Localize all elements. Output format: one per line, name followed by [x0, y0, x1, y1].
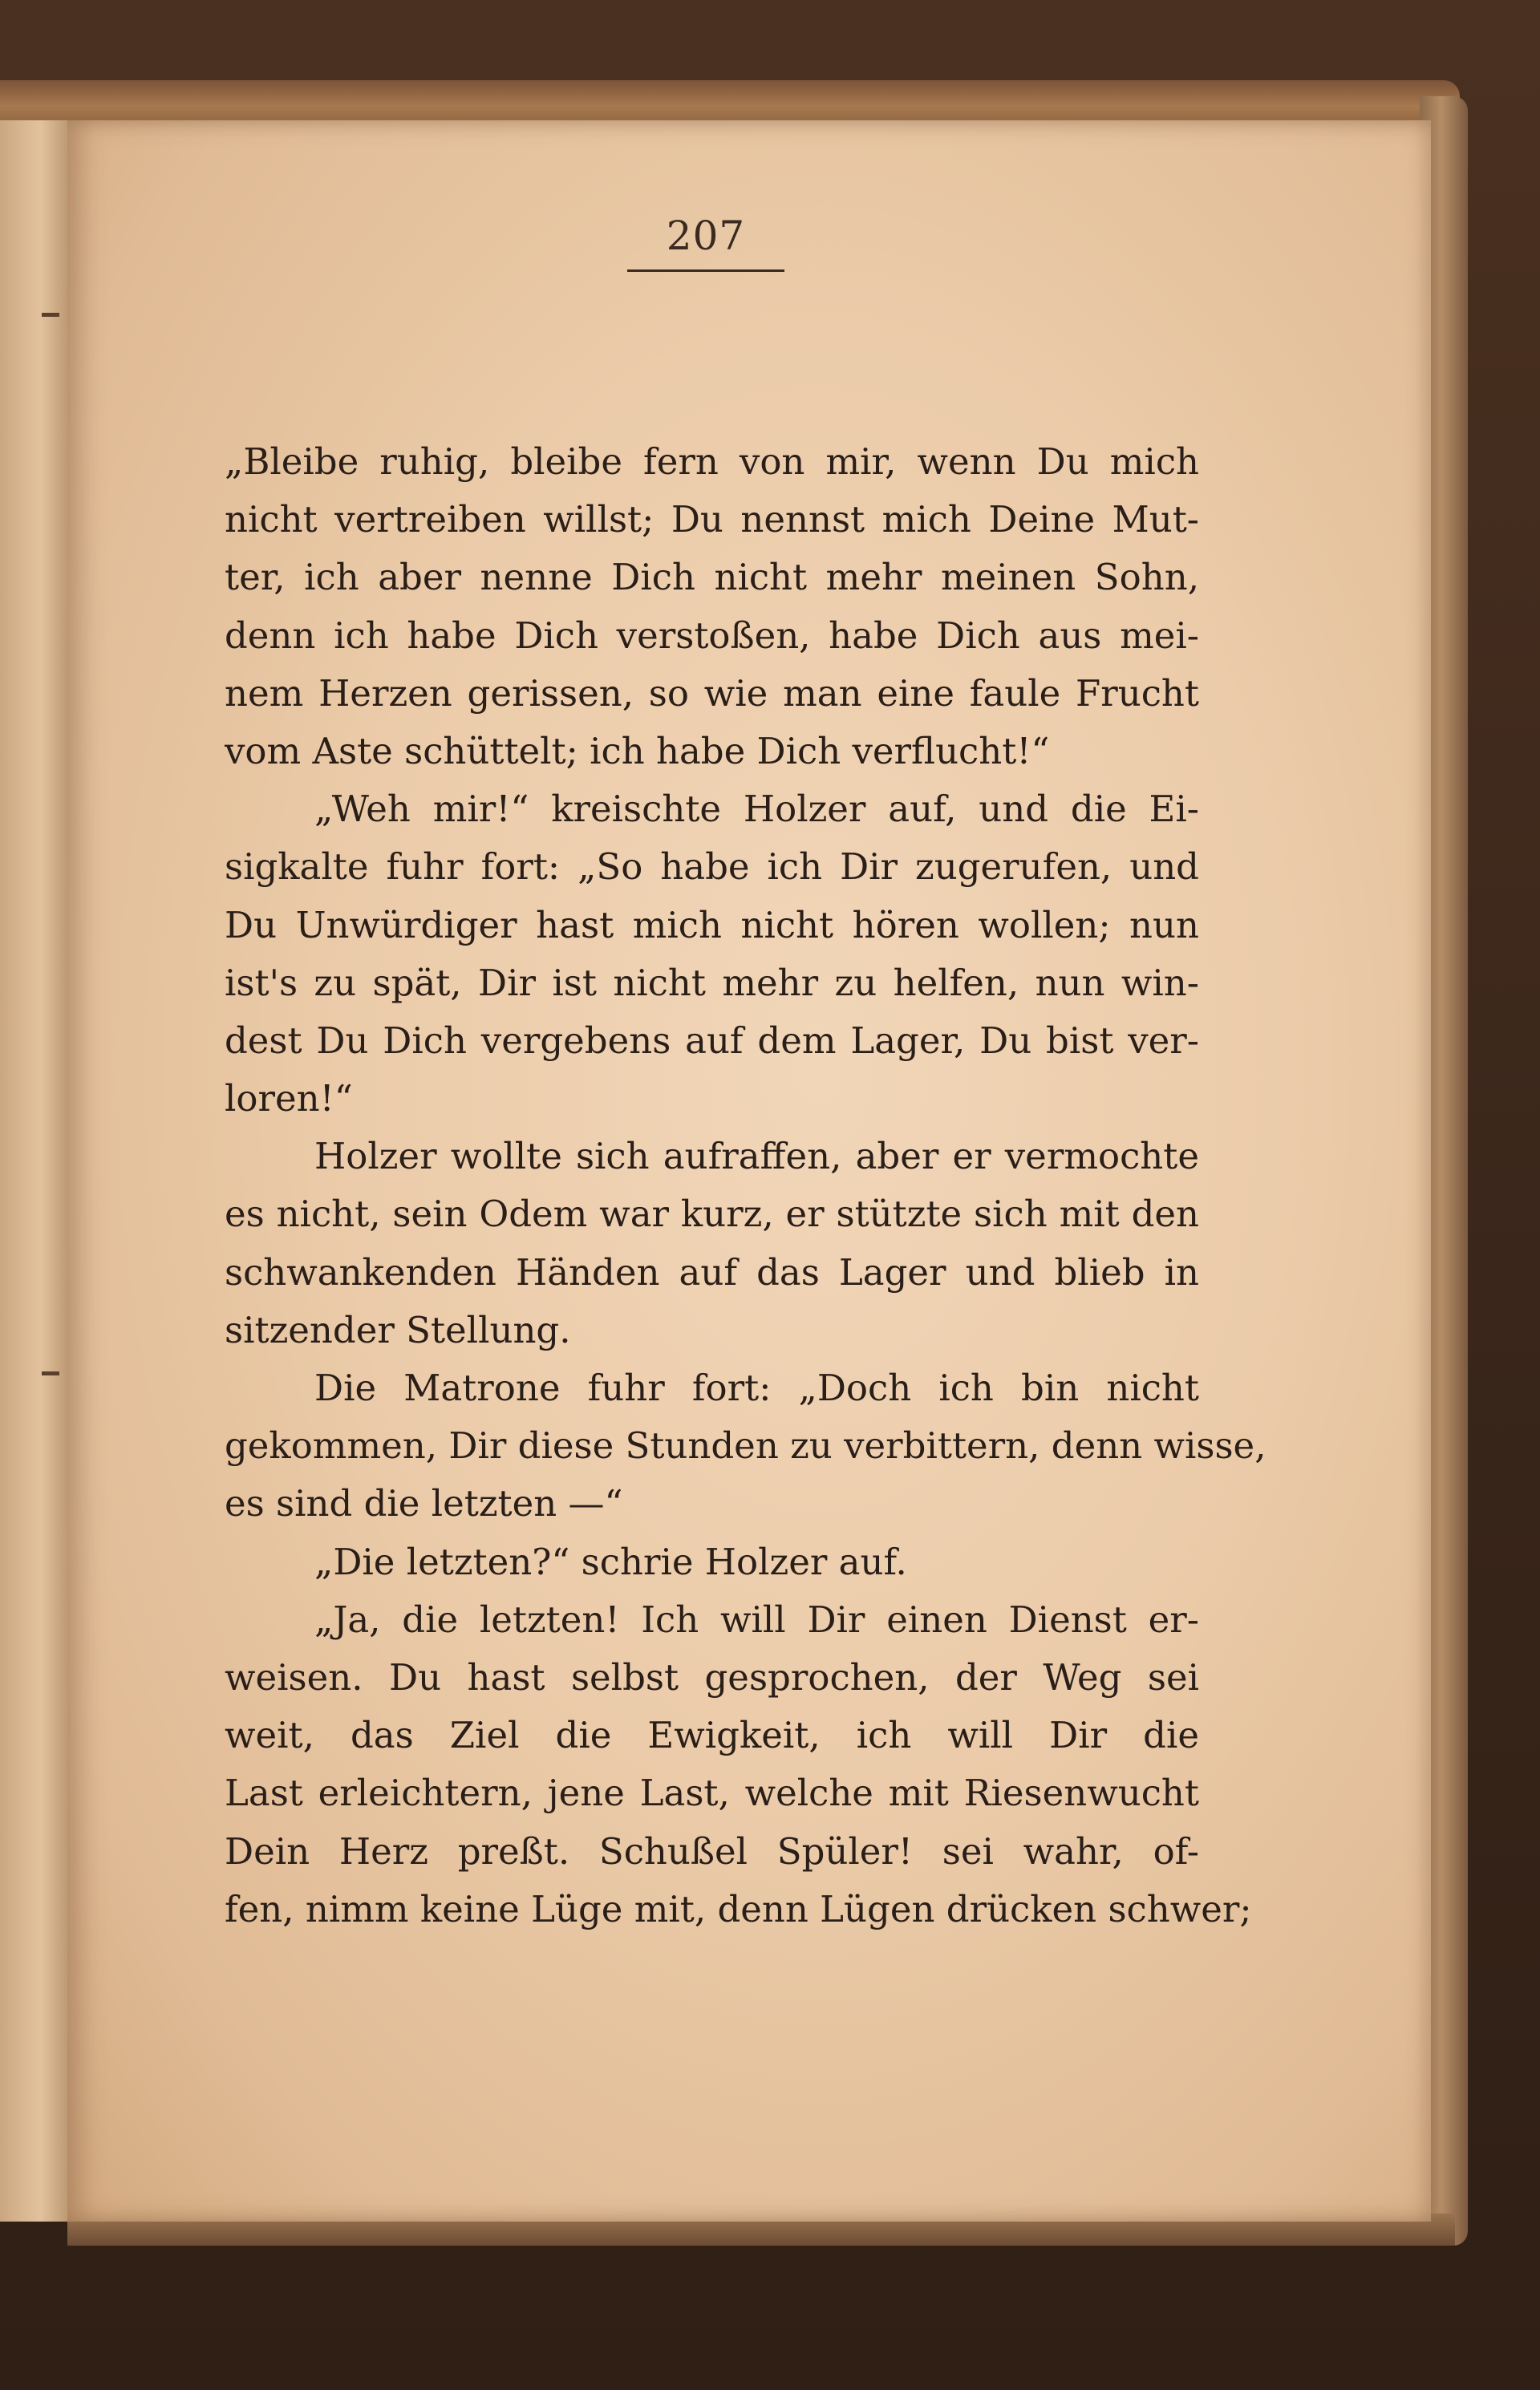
text-line: „Die letzten?“ schrie Holzer auf.	[314, 1540, 907, 1583]
text-line: Die Matrone fuhr fort: „Doch ich bin nicht	[314, 1367, 1199, 1409]
text-line: weit, das Ziel die Ewigkeit, ich will Dir die	[225, 1714, 1199, 1757]
text-line: vom Aste schüttelt; ich habe Dich verflucht!“	[225, 729, 1050, 772]
text-line: Dein Herz preßt. Schußel Spüler! sei wahr, of-	[225, 1829, 1199, 1873]
text-line: fen, nimm keine Lüge mit, denn Lügen drücken schwer;	[225, 1887, 1252, 1930]
text-line: schwankenden Händen auf das Lager und blieb in	[225, 1250, 1199, 1294]
text-line: es nicht, sein Odem war kurz, er stützte sich mit den	[225, 1193, 1199, 1236]
text-line: „Ja, die letzten! Ich will Dir einen Dienst er-	[314, 1598, 1199, 1641]
text-line: ter, ich aber nenne Dich nicht mehr meinen Sohn,	[225, 556, 1199, 599]
text-line: gekommen, Dir diese Stunden zu verbittern, denn wisse,	[225, 1424, 1266, 1468]
text-line: „Weh mir!“ kreischte Holzer auf, und die Ei-	[314, 788, 1199, 831]
text-line: loren!“	[225, 1077, 353, 1120]
text-line: denn ich habe Dich verstoßen, habe Dich aus mei-	[225, 614, 1199, 657]
previous-page-edge	[0, 120, 71, 2222]
text-line: weisen. Du hast selbst gesprochen, der Weg sei	[225, 1655, 1199, 1699]
text-line: Du Unwürdiger hast mich nicht hören wollen; nun	[225, 903, 1199, 946]
text-line: sigkalte fuhr fort: „So habe ich Dir zugerufen, und	[225, 845, 1199, 889]
text-line: sitzender Stellung.	[225, 1308, 571, 1351]
page-mark	[42, 1371, 59, 1375]
page-number: 207	[666, 213, 746, 259]
text-line: Holzer wollte sich aufraffen, aber er vermochte	[314, 1135, 1199, 1178]
text-line: ist's zu spät, Dir ist nicht mehr zu helfen, nun win-	[225, 961, 1199, 1004]
text-line: nicht vertreiben willst; Du nennst mich Deine Mut-	[225, 498, 1199, 541]
text-line: es sind die letzten —“	[225, 1482, 623, 1525]
text-line: nem Herzen gerissen, so wie man eine faule Frucht	[225, 671, 1199, 715]
page-mark	[42, 313, 59, 317]
page-number-rule	[627, 269, 784, 272]
body-text	[225, 433, 1266, 1938]
text-line: Last erleichtern, jene Last, welche mit Riesenwucht	[225, 1772, 1199, 1815]
text-line: dest Du Dich vergebens auf dem Lager, Du bist ver-	[225, 1019, 1199, 1062]
text-line: „Bleibe ruhig, bleibe fern von mir, wenn Du mich	[225, 440, 1199, 483]
